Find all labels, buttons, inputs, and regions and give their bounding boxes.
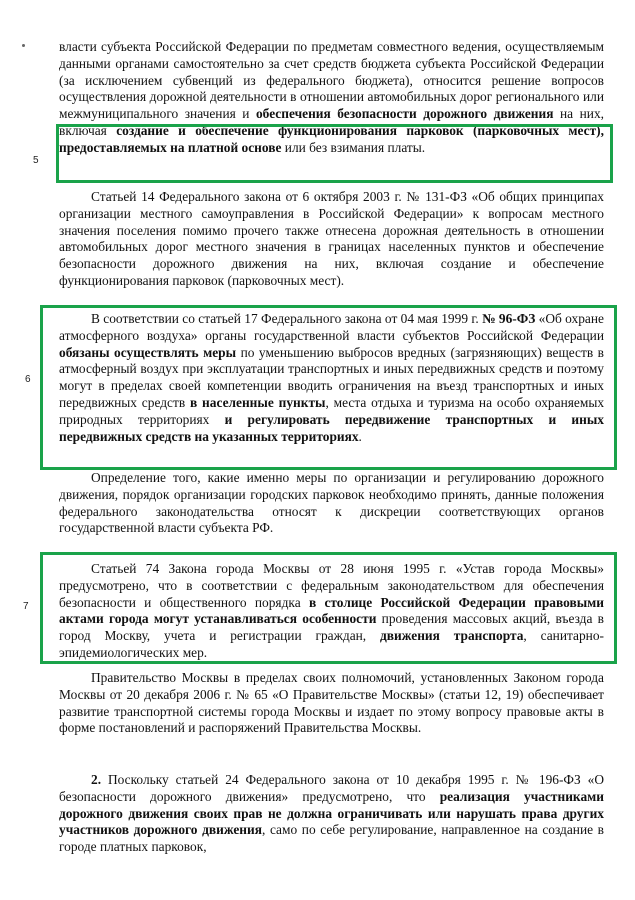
highlight-box-7 bbox=[40, 552, 617, 664]
text: власти субъекта Российской Федерации по предметам совместного ведения, осуществляемым данными органами самостоятельно за счет средств бюджета субъекта Российской Федерации (за исключением субвенций из федерального бюджета), относится решение вопросов осуществления дорожной деятельности в отношении автомобильных дорог регионального или межмуниципального значения и bbox=[59, 39, 604, 122]
bold-text: в столице Российской Федерации правовыми актами города могут устанавливаться особенности bbox=[59, 594, 604, 627]
paragraph-2: Статьей 14 Федерального закона от 6 октября 2003 г. № 131-ФЗ «Об общих принципах организации местного самоуправления в Российской Федерации» к вопросам местного значения поселения помимо прочего также отнесена дорожная деятельность в отношении автомобильных дорог местного значения в границах населенных пунктов и обеспечение безопасности дорожного движения на них, включая создание и обеспечение функционирования парковок (парковочных мест). bbox=[59, 189, 604, 288]
section-number: 2. bbox=[91, 772, 102, 787]
paragraph-7 bbox=[59, 772, 604, 856]
text: , места отдыха и туризма на особо охраняемых природных территориях bbox=[59, 394, 605, 427]
highlight-box-5 bbox=[56, 124, 613, 183]
text: по уменьшению выбросов вредных (загрязняющих) веществ в атмосферный воздух при эксплуатации транспортных и иных передвижных средств и поэтому могут в пределах своей компетенции вводить ограничения на въезд транспортных и иных передвижных средств bbox=[59, 344, 604, 410]
bold-text: обеспечения безопасности дорожного движения bbox=[255, 106, 554, 122]
text: или без взимания платы. bbox=[281, 139, 426, 155]
text: Статьей 74 Закона города Москвы от 28 июня 1995 г. «Устав города Москвы» предусмотрено, что в соответствии с федеральным законодательством для обеспечения безопасности и общественного порядка bbox=[59, 561, 604, 610]
text: , само по себе регулирование, направленное на создание в городе платных парковок, bbox=[59, 822, 604, 855]
text: , санитарно-эпидемиологических мер. bbox=[59, 628, 604, 660]
marker-7: 7 bbox=[23, 601, 29, 612]
bold-text: и регулировать передвижение транспортных и иных передвижных средств на указанных территориях bbox=[59, 411, 604, 444]
text: на них, включая bbox=[59, 106, 604, 138]
bold-text: в населенные пункты bbox=[189, 394, 326, 410]
bold-text: № 96-ФЗ bbox=[482, 311, 536, 326]
text: «Об охране атмосферного воздуха» органы государственной власти субъектов Российской Федерации bbox=[59, 311, 604, 343]
bold-text: обязаны осуществлять меры bbox=[59, 344, 237, 360]
text: . bbox=[358, 428, 362, 444]
scan-speck bbox=[22, 44, 25, 47]
marker-6: 6 bbox=[25, 374, 31, 385]
text: Поскольку статьей 24 Федерального закона от 10 декабря 1995 г. № 196-ФЗ «О безопасности дорожного движения» предусмотрено, что bbox=[59, 772, 604, 804]
marker-5: 5 bbox=[33, 155, 39, 166]
bold-text: движения транспорта bbox=[380, 628, 524, 644]
highlight-box-6 bbox=[40, 305, 617, 470]
text: проведения массовых акций, въезда в город Москву, учета и регистрации граждан, bbox=[59, 611, 604, 644]
paragraph-6: Правительство Москвы в пределах своих полномочий, установленных Законом города Москвы от 20 декабря 2006 г. № 65 «О Правительстве Москвы» (статьи 12, 19) обеспечивает развитие транспортной системы города Москвы и издает по этому вопросу правовые акты в форме постановлений и распоряжений Правительства Москвы. bbox=[59, 670, 604, 736]
paragraph-4: Определение того, какие именно меры по организации и регулированию дорожного движения, порядок организации городских парковок необходимо принять, данные положения федерального законодательства относят к дискреции соответствующих органов государственной власти субъекта РФ. bbox=[59, 470, 604, 536]
bold-text: создание и обеспечение функционирования парковок (парковочных мест), предоставляемых на платной основе bbox=[59, 122, 604, 155]
bold-text: реализация участниками дорожного движения своих прав не должна ограничивать или нарушать права других участников дорожного движения bbox=[59, 788, 604, 838]
text: В соответствии со статьей 17 Федерального закона от 04 мая 1999 г. bbox=[91, 311, 483, 326]
